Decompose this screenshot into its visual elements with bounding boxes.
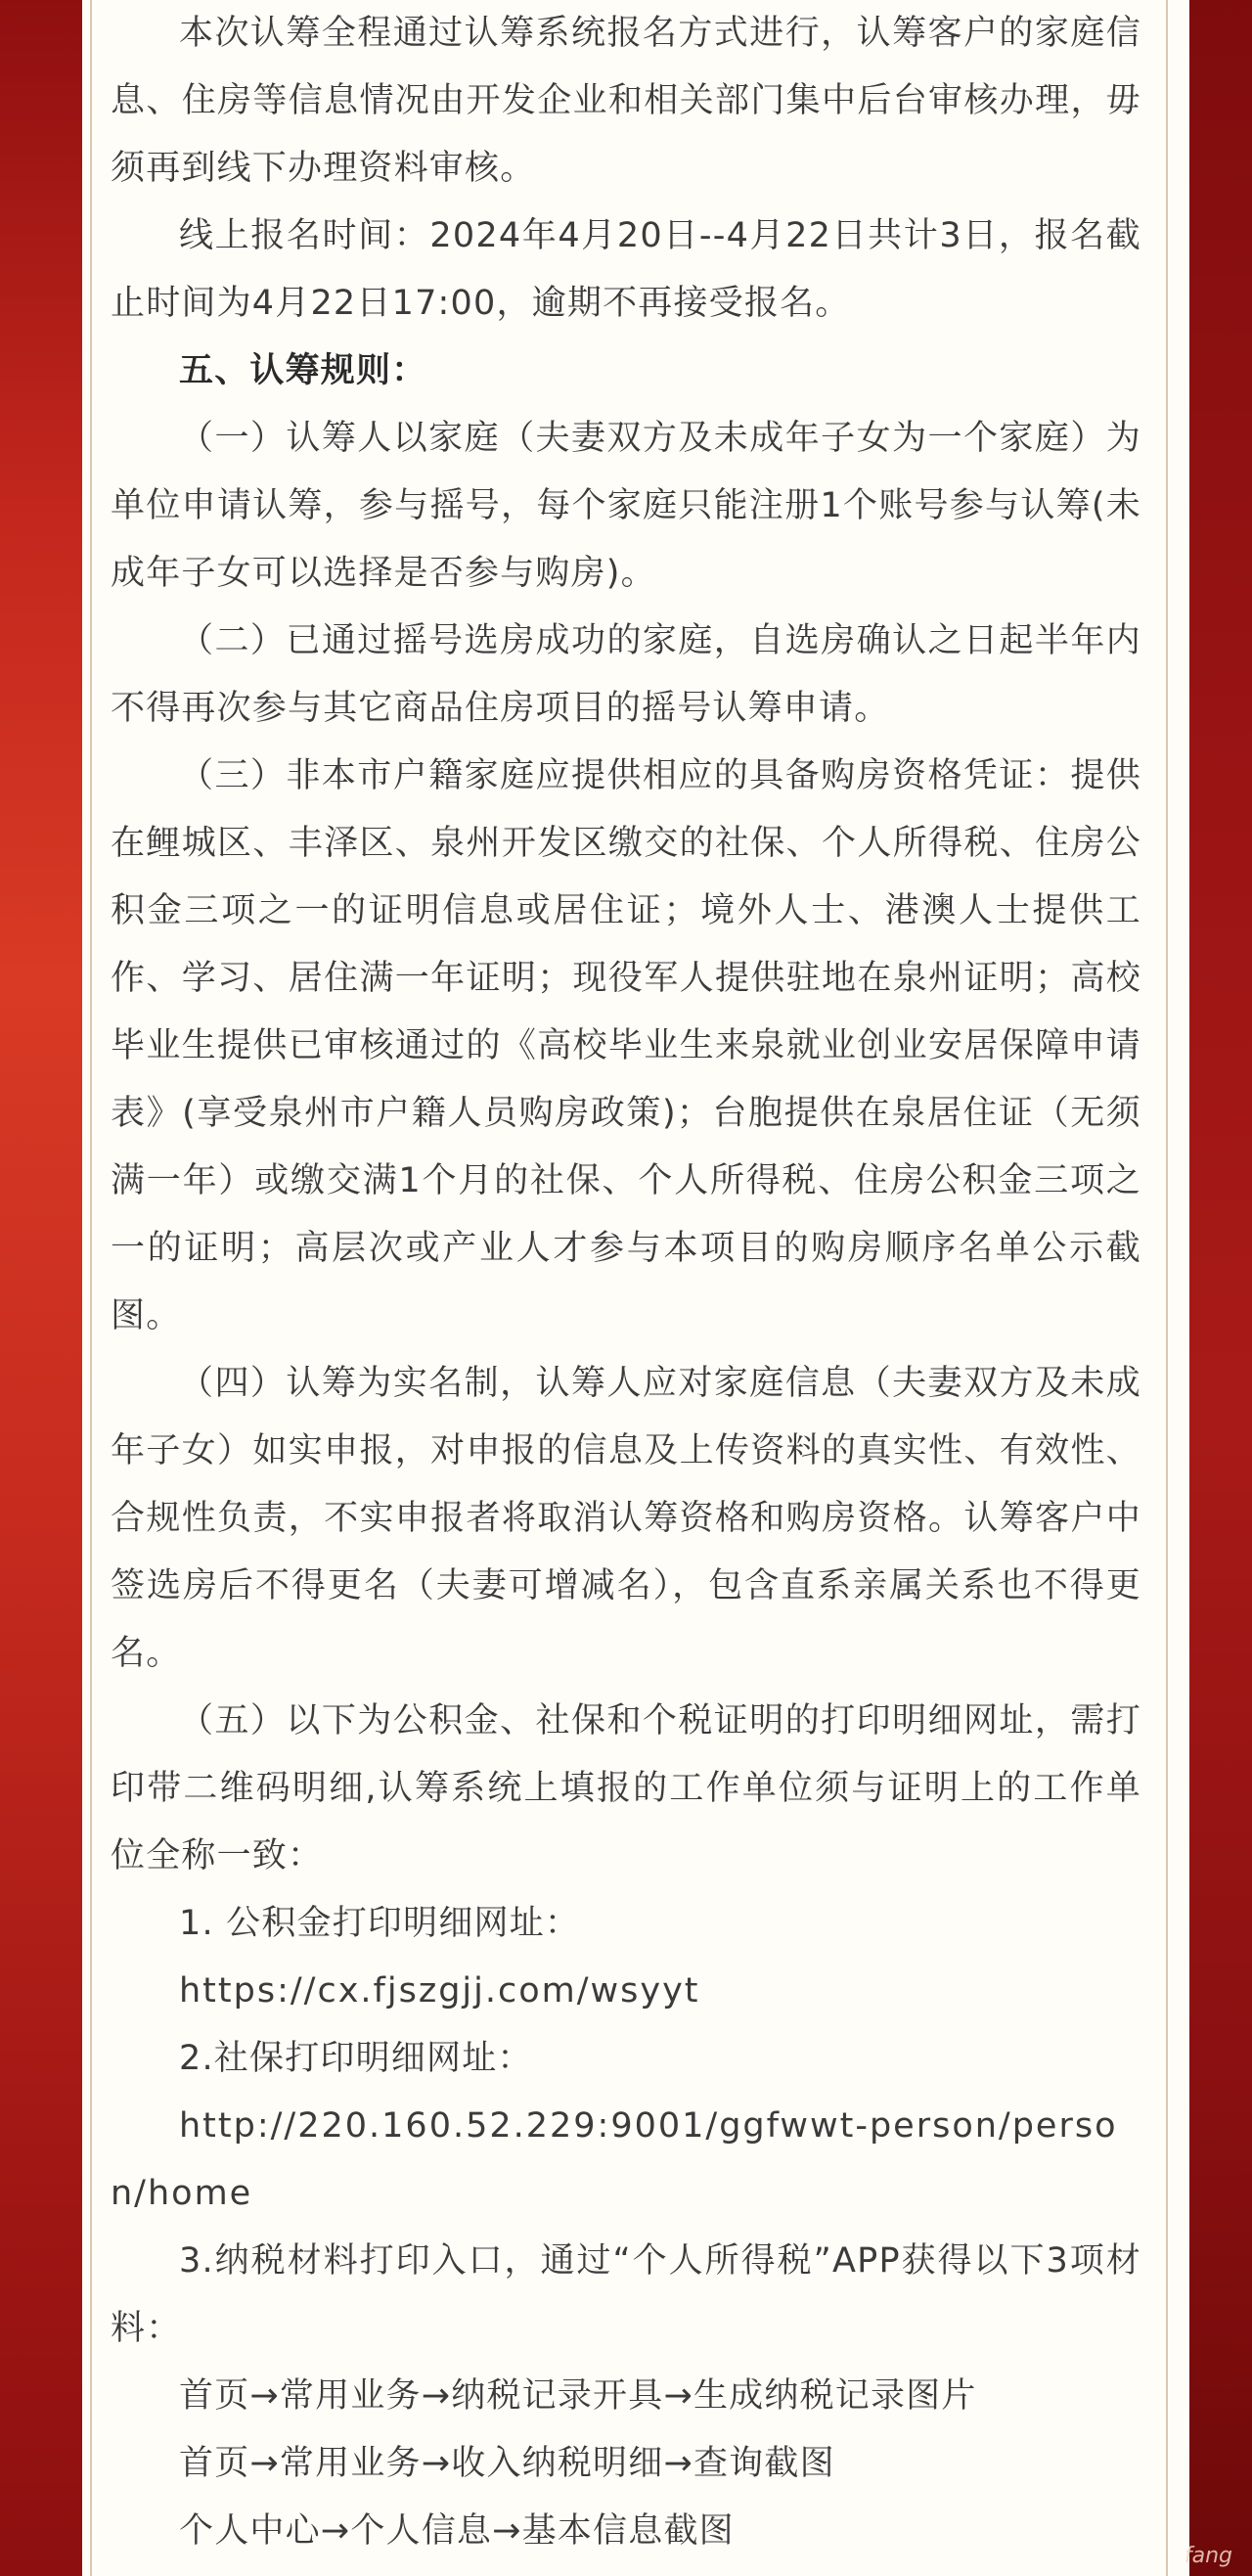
paragraph-registration-time: 线上报名时间：2024年4月20日--4月22日共计3日，报名截止时间为4月22日17:00，逾期不再接受报名。 bbox=[111, 216, 1141, 323]
rule-3: （三）非本市户籍家庭应提供相应的具备购房资格凭证：提供在鲤城区、丰泽区、泉州开发区缴交的社保、个人所得税、住房公积金三项之一的证明信息或居住证；境外人士、港澳人士提供工作、学习、居住满一年证明；现役军人提供驻地在泉州证明；高校毕业生提供已审核通过的《高校毕业生来泉就业创业安居保障申请表》(享受泉州市户籍人员购房政策)；台胞提供在泉居住证（无须满一年）或缴交满1个月的社保、个人所得税、住房公积金三项之一的证明；高层次或产业人才参与本项目的购房顺序名单公示截图。 bbox=[111, 756, 1141, 1335]
left-red-border bbox=[0, 0, 82, 2576]
housing-fund-label: 1. 公积金打印明细网址： bbox=[179, 1904, 581, 1943]
section-heading-rules: 五、认筹规则： bbox=[179, 351, 427, 390]
rule-2: （二）已通过摇号选房成功的家庭，自选房确认之日起半年内不得再次参与其它商品住房项目的摇号认筹申请。 bbox=[111, 621, 1141, 728]
social-security-url: http://220.160.52.229:9001/ggfwwt-person/person/home bbox=[111, 2106, 1118, 2213]
tax-path-1: 首页→常用业务→纳税记录开具→生成纳税记录图片 bbox=[179, 2376, 977, 2416]
tax-materials-label: 3.纳税材料打印入口，通过“个人所得税”APP获得以下3项材料： bbox=[111, 2241, 1141, 2348]
rule-4: （四）认筹为实名制，认筹人应对家庭信息（夫妻双方及未成年子女）如实申报，对申报的信息及上传资料的真实性、有效性、合规性负责，不实申报者将取消认筹资格和购房资格。认筹客户中签选房后不得更名（夫妻可增减名），包含直系亲属关系也不得更名。 bbox=[111, 1364, 1141, 1673]
tax-path-3: 个人中心→个人信息→基本信息截图 bbox=[179, 2511, 735, 2551]
right-red-border bbox=[1189, 0, 1252, 2576]
watermark-logo: fang bbox=[1184, 2544, 1232, 2568]
social-security-label: 2.社保打印明细网址： bbox=[179, 2039, 533, 2078]
tax-path-2: 首页→常用业务→收入纳税明细→查询截图 bbox=[179, 2444, 835, 2483]
housing-fund-url: https://cx.fjszgjj.com/wsyyt bbox=[179, 1971, 700, 2011]
paragraph-subscription-method: 本次认筹全程通过认筹系统报名方式进行，认筹客户的家庭信息、住房等信息情况由开发企业和相关部门集中后台审核办理，毋须再到线下办理资料审核。 bbox=[111, 14, 1141, 188]
rule-1: （一）认筹人以家庭（夫妻双方及未成年子女为一个家庭）为单位申请认筹，参与摇号，每个家庭只能注册1个账号参与认筹(未成年子女可以选择是否参与购房)。 bbox=[111, 419, 1141, 593]
rule-5: （五）以下为公积金、社保和个税证明的打印明细网址，需打印带二维码明细,认筹系统上填报的工作单位须与证明上的工作单位全称一致： bbox=[111, 1701, 1141, 1876]
article-body bbox=[111, 0, 1141, 2565]
